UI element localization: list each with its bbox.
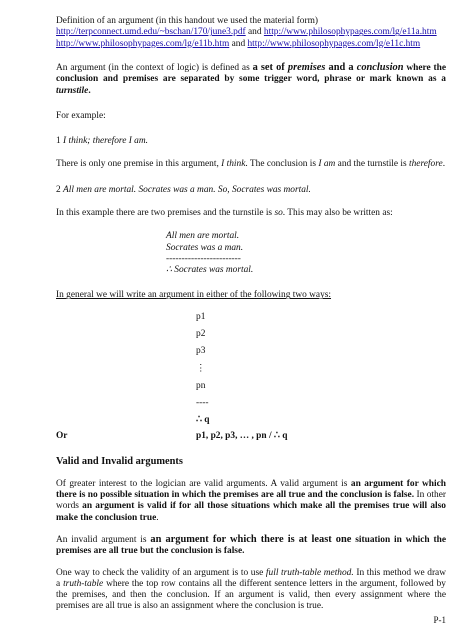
link-umd-june3[interactable]: http://terpconnect.umd.edu/~bschan/170/june3.pdf [56,27,246,38]
premise-line: ⋮ [196,363,206,374]
definition-paragraph: An argument (in the context of logic) is defined as a set of premises and a conclusion where the conclusion and premises are separated by some trigger word, phrase or mark known as a turnstile. [56,61,446,96]
header-links-line-2: http://www.philosophypages.com/lg/e11b.htm and http://www.philosophypages.com/lg/e11c.htm [56,38,421,49]
or-label: Or [56,430,68,441]
premise-list [56,312,446,427]
example-1-explanation: There is only one premise in this argument, I think. The conclusion is I am and the turnstile is therefore. [56,159,446,170]
socrates-line: All men are mortal. [166,231,240,242]
link-philosophypages-e11a[interactable]: http://www.philosophypages.com/lg/e11a.htm [263,27,437,38]
example-2: 2 All men are mortal. Socrates was a man. So, Socrates was mortal. [56,184,311,195]
valid-paragraph: Of greater interest to the logician are valid arguments. A valid argument is an argument for which there is no possible situation in which the premises are all true and the conclusion is false. In other words an argument is valid if for all those situations which make all the premises true will also make the conclusion true. [56,478,446,523]
link-philosophypages-e11b[interactable]: http://www.philosophypages.com/lg/e11b.htm [56,38,230,49]
premise-line: pn [196,380,206,391]
header-block [56,16,446,50]
invalid-paragraph: An invalid argument is an argument for which there is at least one situation in which the premises are all true but the conclusion is false. [56,533,446,557]
premise-line: p2 [196,328,206,339]
general-form-intro: In general we will write an argument in either of the following two ways: [56,290,332,301]
link-philosophypages-e11c[interactable]: http://www.philosophypages.com/lg/e11c.htm [247,38,421,49]
example-2-explanation: In this example there are two premises and the turnstile is so. This may also be written as: [56,208,393,219]
premise-line: p3 [196,346,206,357]
header-title: Definition of an argument (in this handout we used the material form) [56,16,318,26]
socrates-line: ∴ Socrates was mortal. [166,265,254,276]
inline-argument-form: p1, p2, p3, … , pn / ∴ q [196,430,288,441]
premise-line: ---- [196,398,209,409]
socrates-line: ------------------------ [166,253,241,264]
conclusion-line: ∴ q [196,415,210,426]
header-links-line-1: http://terpconnect.umd.edu/~bschan/170/june3.pdf and http://www.philosophypages.com/lg/e11a.htm [56,27,437,38]
truth-table-paragraph: One way to check the validity of an argument is to use full truth-table method. In this method we draw a truth-table where the top row contains all the different sentence letters in the argument, followed by the premises, and then the conclusion. If an argument is valid, then every assignment where the premises are all true is also an assignment where the conclusion is true. [56,567,446,612]
socrates-argument-block [56,231,446,276]
socrates-line: Socrates was a man. [166,242,244,253]
premise-line: p1 [196,311,206,322]
valid-invalid-heading: Valid and Invalid arguments [56,456,183,468]
for-example-label: For example: [56,110,106,121]
page-number: P-1 [433,615,446,626]
example-1: 1 I think; therefore I am. [56,136,148,147]
